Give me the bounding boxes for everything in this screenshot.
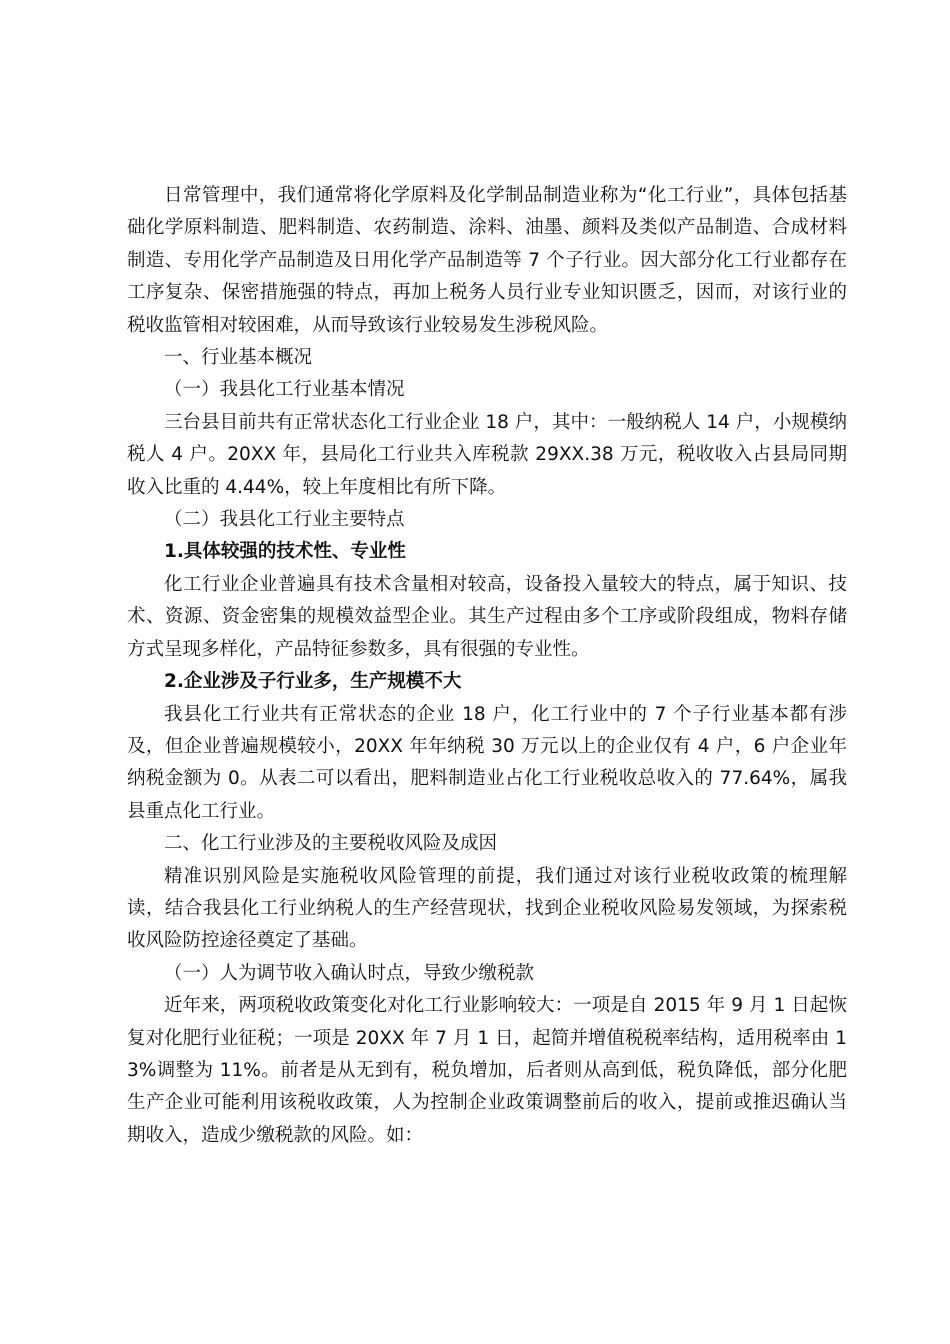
point-heading-1: 1.具体较强的技术性、专业性 [164, 541, 406, 563]
body-paragraph: 近年来，两项税收政策变化对化工行业影响较大：一项是自 2015 年 9 月 1 日起恢复对化肥行业征税；一项是 20XX 年 7 月 1 日，起简并增值税税率结构，适用税率由 13%调整为 11%。前者是从无到有，税负增加，后者则从高到低，税负降低，部分化肥生产企业可能利用该税收政策，人为控制企业政策调整前后的收入，提前或推迟确认当期收入，造成少缴税款的风险。如： [127, 995, 847, 1146]
body-paragraph: 精准识别风险是实施税收风险管理的前提，我们通过对该行业税收政策的梳理解读，结合我县化工行业纳税人的生产经营现状，找到企业税收风险易发领域，为探索税收风险防控途径奠定了基础。 [127, 865, 847, 952]
subsection-heading-2-1: （一）人为调节收入确认时点，导致少缴税款 [164, 962, 535, 984]
subsection-heading-1-2: （二）我县化工行业主要特点 [164, 509, 405, 531]
intro-paragraph: 日常管理中，我们通常将化学原料及化学制品制造业称为“化工行业”，具体包括基础化学原料制造、肥料制造、农药制造、涂料、油墨、颜料及类似产品制造、合成材料制造、专用化学产品制造及日用化学产品制造等 7 个子行业。因大部分化工行业都存在工序复杂、保密措施强的特点，再加上税务人员行业专业知识匮乏，因而，对该行业的税收监管相对较困难，从而导致该行业较易发生涉税风险。 [127, 185, 847, 336]
point-heading-2: 2.企业涉及子行业多，生产规模不大 [164, 671, 462, 693]
subsection-heading-1-1: （一）我县化工行业基本情况 [164, 379, 405, 401]
body-paragraph: 化工行业企业普遍具有技术含量相对较高，设备投入量较大的特点，属于知识、技术、资源、资金密集的规模效益型企业。其生产过程由多个工序或阶段组成，物料存储方式呈现多样化，产品特征参数多，具有很强的专业性。 [127, 573, 847, 660]
section-heading-1: 一、行业基本概况 [164, 347, 313, 369]
document-body [127, 180, 847, 1152]
body-paragraph: 三台县目前共有正常状态化工行业企业 18 户，其中：一般纳税人 14 户，小规模纳税人 4 户。20XX 年，县局化工行业共入库税款 29XX.38 万元，税收收入占县局同期收入比重的 4.44%，较上年度相比有所下降。 [127, 411, 847, 498]
body-paragraph: 我县化工行业共有正常状态的企业 18 户，化工行业中的 7 个子行业基本都有涉及，但企业普遍规模较小，20XX 年年纳税 30 万元以上的企业仅有 4 户，6 户企业年纳税金额为 0。从表二可以看出，肥料制造业占化工行业税收总收入的 77.64%，属我县重点化工行业。 [127, 703, 847, 822]
section-heading-2: 二、化工行业涉及的主要税收风险及成因 [164, 833, 498, 855]
